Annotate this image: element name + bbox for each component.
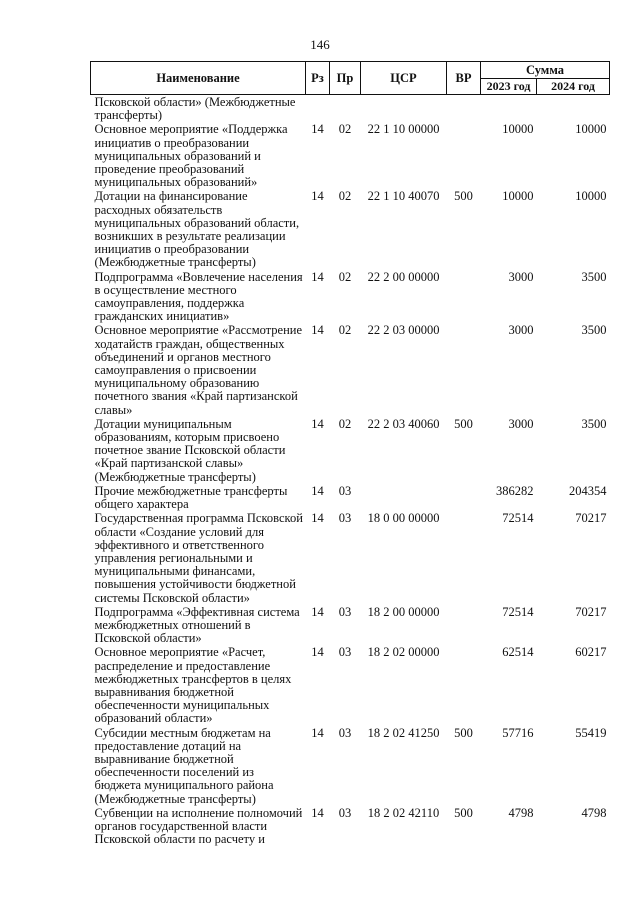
cell-2024: 4798: [581, 805, 607, 820]
header-sum: Сумма: [481, 62, 610, 79]
table-row: [91, 605, 610, 646]
cell-2023: 3000: [508, 323, 534, 338]
cell-name: Субсидии местным бюджетам на предоставление дотаций на выравнивание бюджетной обеспеченности поселений из бюджета муниципального района (Межбюджетные трансферты): [94, 725, 274, 806]
cell-vr: [447, 484, 481, 511]
cell-vr: 500: [454, 416, 473, 431]
cell-2024: 70217: [575, 511, 607, 526]
cell-csr: 18 0 00 00000: [367, 511, 440, 526]
table-row: [91, 484, 610, 511]
budget-table: [90, 61, 610, 846]
table-row: [91, 417, 610, 484]
cell-2024: [537, 95, 610, 123]
cell-vr: [447, 511, 481, 604]
cell-csr: 22 2 00 00000: [367, 269, 440, 284]
cell-csr: 22 1 10 40070: [367, 189, 440, 204]
cell-2024: 10000: [575, 122, 607, 137]
table-body: [91, 95, 610, 847]
cell-pr: 02: [338, 323, 352, 338]
table-row: [91, 270, 610, 324]
cell-vr: [447, 122, 481, 189]
cell-2023: 10000: [502, 189, 534, 204]
table-header: [91, 62, 610, 95]
header-csr: ЦСР: [361, 62, 447, 95]
table-row: [91, 122, 610, 189]
cell-2024: 70217: [575, 604, 607, 619]
cell-rz: 14: [311, 511, 324, 526]
cell-rz: 14: [311, 416, 324, 431]
page-number: 146: [310, 37, 330, 52]
cell-csr: [361, 484, 447, 511]
cell-name: Подпрограмма «Вовлечение населения в осуществление местного самоуправления, поддержка гражданских инициатив»: [94, 269, 303, 324]
cell-pr: [330, 95, 361, 123]
header-vr: ВР: [447, 62, 481, 95]
cell-name: Основное мероприятие «Поддержка инициатив о преобразовании муниципальных образований и проведение преобразований муниципальных образований»: [94, 122, 288, 190]
cell-vr: [447, 605, 481, 646]
table-row: [91, 95, 610, 123]
table-row: [91, 806, 610, 847]
cell-name: Субвенции на исполнение полномочий органов государственной власти Псковской области по расчету и: [94, 805, 303, 847]
cell-2023: 3000: [508, 269, 534, 284]
table-row: [91, 645, 610, 725]
header-rz: Рз: [306, 62, 330, 95]
cell-2024: 60217: [575, 645, 607, 660]
cell-csr: 22 2 03 00000: [367, 323, 440, 338]
cell-2023: 386282: [496, 483, 534, 498]
cell-2024: 3500: [581, 269, 607, 284]
cell-rz: [306, 95, 330, 123]
cell-name: Основное мероприятие «Расчет, распределение и предоставление межбюджетных трансфертов в целях выравнивания бюджетной обеспеченности муниципальных образований области»: [94, 645, 292, 726]
cell-rz: 14: [311, 189, 324, 204]
cell-2024: 55419: [575, 725, 607, 740]
header-name: Наименование: [91, 62, 306, 95]
cell-2024: 204354: [569, 483, 607, 498]
cell-csr: 18 2 00 00000: [367, 604, 440, 619]
cell-csr: 22 2 03 40060: [367, 416, 440, 431]
cell-2023: 62514: [502, 645, 534, 660]
cell-2023: 57716: [502, 725, 534, 740]
cell-2023: 4798: [508, 805, 534, 820]
table-row: [91, 189, 610, 269]
cell-rz: 14: [311, 725, 324, 740]
cell-2024: 3500: [581, 323, 607, 338]
cell-vr: [447, 95, 481, 123]
cell-vr: [447, 323, 481, 416]
cell-pr: 03: [338, 511, 352, 526]
cell-2024: 10000: [575, 189, 607, 204]
cell-vr: 500: [454, 805, 473, 820]
cell-rz: 14: [311, 269, 324, 284]
cell-pr: 02: [338, 416, 352, 431]
cell-pr: 02: [338, 122, 352, 137]
cell-vr: [447, 645, 481, 725]
cell-2023: 72514: [502, 604, 534, 619]
cell-pr: 03: [338, 604, 352, 619]
cell-rz: 14: [311, 483, 324, 498]
cell-csr: 22 1 10 00000: [367, 122, 440, 137]
cell-2023: [481, 95, 537, 123]
table-row: [91, 726, 610, 806]
header-year-2024: 2024 год: [537, 79, 610, 95]
cell-name: Государственная программа Псковской области «Создание условий для эффективного и ответственного управления региональными и муниципальными финансами, повышения устойчивости бюджетной системы Псковской области»: [94, 511, 303, 605]
cell-name: Псковской области» (Межбюджетные трансферты): [94, 95, 296, 123]
cell-name: Прочие межбюджетные трансферты общего характера: [94, 483, 288, 512]
cell-rz: 14: [311, 645, 324, 660]
cell-name: Основное мероприятие «Рассмотрение ходатайств граждан, общественных объединений и органов местного самоуправления о присвоении муниципальному образованию почетного звания «Край партизанской славы»: [94, 323, 303, 417]
cell-pr: 03: [338, 805, 352, 820]
cell-pr: 03: [338, 725, 352, 740]
cell-rz: 14: [311, 604, 324, 619]
cell-vr: 500: [454, 189, 473, 204]
cell-csr: 18 2 02 00000: [367, 645, 440, 660]
header-pr: Пр: [330, 62, 361, 95]
cell-pr: 02: [338, 269, 352, 284]
cell-2024: 3500: [581, 416, 607, 431]
cell-rz: 14: [311, 122, 324, 137]
cell-name: Дотации муниципальным образованиям, которым присвоено почетное звание Псковской области «Край партизанской славы» (Межбюджетные трансферты): [94, 416, 286, 484]
cell-pr: 03: [338, 645, 352, 660]
cell-vr: 500: [454, 725, 473, 740]
cell-pr: 03: [338, 483, 352, 498]
cell-csr: 18 2 02 42110: [367, 805, 440, 820]
budget-table-container: [90, 61, 609, 846]
cell-vr: [447, 270, 481, 324]
header-year-2023: 2023 год: [481, 79, 537, 95]
cell-2023: 10000: [502, 122, 534, 137]
cell-pr: 02: [338, 189, 352, 204]
cell-name: Подпрограмма «Эффективная система межбюджетных отношений в Псковской области»: [94, 604, 300, 646]
table-row: [91, 323, 610, 416]
cell-2023: 72514: [502, 511, 534, 526]
cell-csr: 18 2 02 41250: [367, 725, 440, 740]
cell-2023: 3000: [508, 416, 534, 431]
cell-csr: [361, 95, 447, 123]
cell-rz: 14: [311, 323, 324, 338]
table-row: [91, 511, 610, 604]
cell-rz: 14: [311, 805, 324, 820]
cell-name: Дотации на финансирование расходных обязательств муниципальных образований области, возникших в результате реализации инициатив о преобразовании (Межбюджетные трансферты): [94, 189, 300, 270]
